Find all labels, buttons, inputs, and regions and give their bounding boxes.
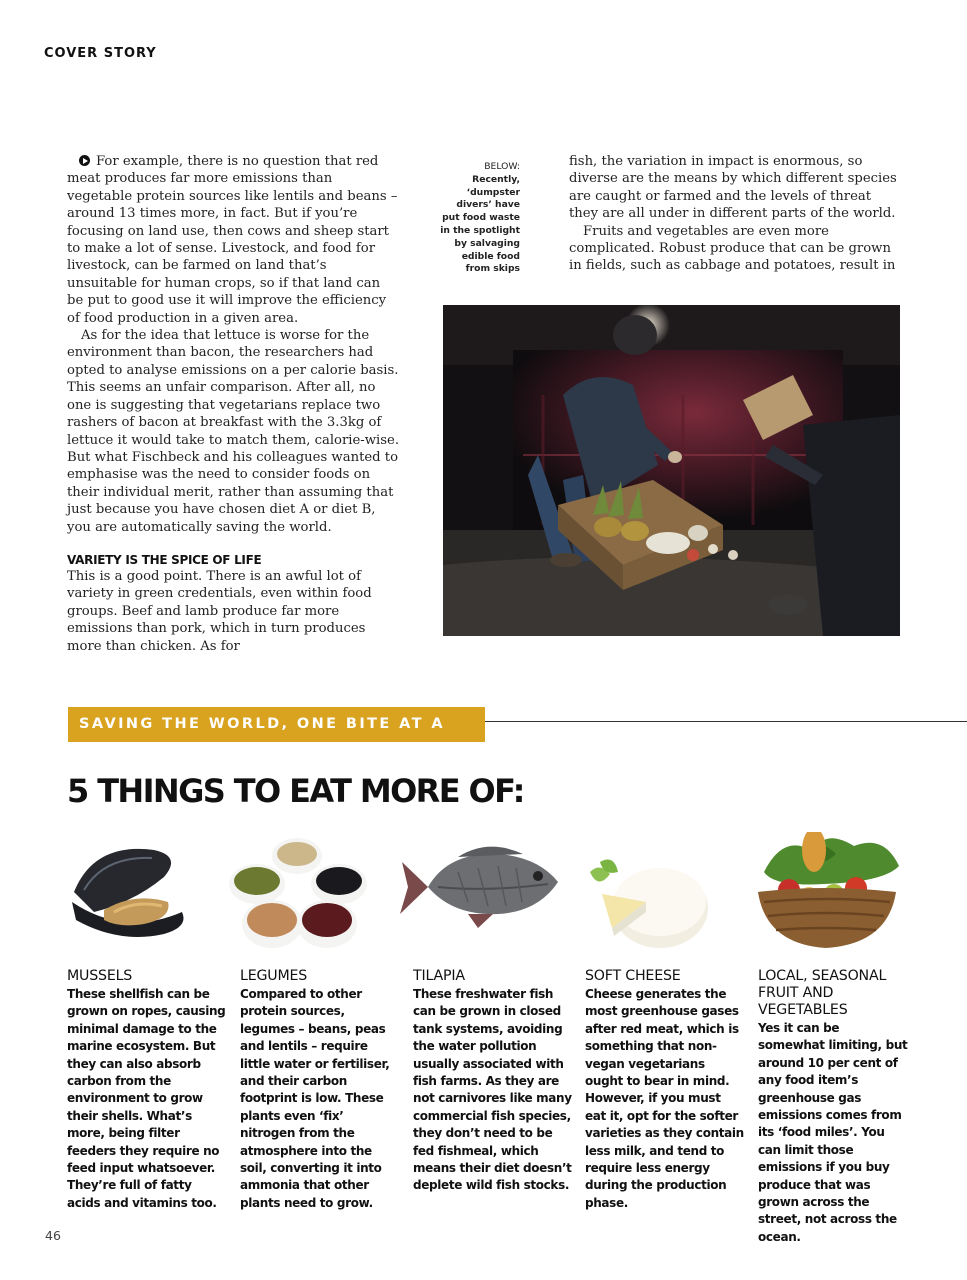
article-right-column [569, 153, 904, 275]
article-paragraph: Fruits and vegetables are even more complicated. Robust produce that can be grown in fields, such as cabbage and potatoes, result in [569, 223, 896, 274]
photo-caption [440, 161, 520, 276]
item-text: These shellfish can be grown on ropes, causing minimal damage to the marine ecosystem. But they can also absorb carbon from the environment to grow their shells. What’s more, being filter feeders they require no feed input whatsoever. They’re full of fatty acids and vitamins too. [67, 987, 226, 1210]
item-title: TILAPIA [413, 968, 465, 984]
article-subhead: VARIETY IS THE SPICE OF LIFE [67, 552, 262, 567]
soft-cheese-image [582, 832, 712, 952]
banner-rule [485, 721, 967, 722]
item-text: Cheese generates the most greenhouse gases after red meat, which is something that non-vegan vegetarians ought to bear in mind. However, if you must eat it, opt for the softer varieties as they contain less milk, and tend to require less energy during the production phase. [585, 987, 744, 1210]
list-item-soft-cheese [585, 968, 745, 1212]
list-item-local-produce [758, 968, 908, 1246]
legumes-image [222, 832, 372, 962]
item-title: MUSSELS [67, 968, 133, 984]
article-paragraph: This is a good point. There is an awful lot of variety in green credentials, even within food groups. Beef and lamb produce far more emissions than pork, which in turn produces more than chicken. As for [67, 568, 372, 654]
list-item-tilapia [413, 968, 573, 1195]
caption-label: BELOW: [484, 161, 520, 172]
article-paragraph [67, 153, 400, 327]
item-title: LOCAL, SEASONAL FRUIT AND VEGETABLES [758, 968, 887, 1018]
list-headline: 5 THINGS TO EAT MORE OF: [67, 772, 524, 810]
dumpster-divers-photo [443, 305, 900, 636]
list-item-legumes [240, 968, 400, 1212]
paragraph-text: For example, there is no question that red meat produces far more emissions than vegetable protein sources like lentils and beans – around 13 times more, in fact. But if you’re focusing on land use, then cows and sheep start to make a lot of sense. Livestock, and food for livestock, can be farmed on land that’s unsuitable for human crops, so if that land can be put to good use it will improve the efficiency of food production in a given area. [67, 154, 398, 326]
page-number: 46 [45, 1228, 61, 1243]
caption-text: Recently, ‘dumpster divers’ have put food waste in the spotlight by salvaging edible food from skips [440, 173, 520, 275]
item-text: Yes it can be somewhat limiting, but around 10 per cent of any food item’s greenhouse gas emissions comes from its ‘food miles’. You can limit those emissions if you buy produce that was grown across the street, not across the ocean. [758, 1021, 908, 1244]
list-item-mussels [67, 968, 227, 1212]
fruit-vegetables-basket-image [744, 832, 909, 957]
item-text: Compared to other protein sources, legumes – beans, peas and lentils – require little water or fertiliser, and their carbon footprint is low. These plants even ‘fix’ nitrogen from the atmosphere into the soil, converting it into ammonia that other plants need to grow. [240, 987, 390, 1210]
section-label: COVER STORY [44, 46, 157, 61]
item-text: These freshwater fish can be grown in closed tank systems, avoiding the water pollution usually associated with fish farms. As they are not carnivores like many commercial fish species, they don’t need to be fed fishmeal, which means their diet doesn’t deplete wild fish stocks. [413, 987, 572, 1193]
section-banner: SAVING THE WORLD, ONE BITE AT A TIME [68, 707, 485, 742]
article-paragraph: fish, the variation in impact is enormous, so diverse are the means by which different species are caught or farmed and the levels of threat they are all under in different parts of the world. [569, 154, 897, 222]
article-left-column [67, 153, 400, 655]
tilapia-image [398, 832, 563, 932]
item-title: SOFT CHEESE [585, 968, 681, 984]
item-title: LEGUMES [240, 968, 308, 984]
article-paragraph: As for the idea that lettuce is worse for the environment than bacon, the researchers had opted to analyse emissions on a per calorie basis. This seems an unfair comparison. After all, no one is suggesting that vegetarians replace two rashers of bacon at breakfast with the 3.3kg of lettuce it would take to match them, calorie-wise. But what Fischbeck and his colleagues wanted to emphasise was the need to consider foods on their individual merit, rather than assuming that just because you have chosen diet A or diet B, you are automatically saving the world. [67, 328, 400, 535]
mussels-image [64, 832, 194, 952]
play-bullet-icon [79, 155, 90, 166]
